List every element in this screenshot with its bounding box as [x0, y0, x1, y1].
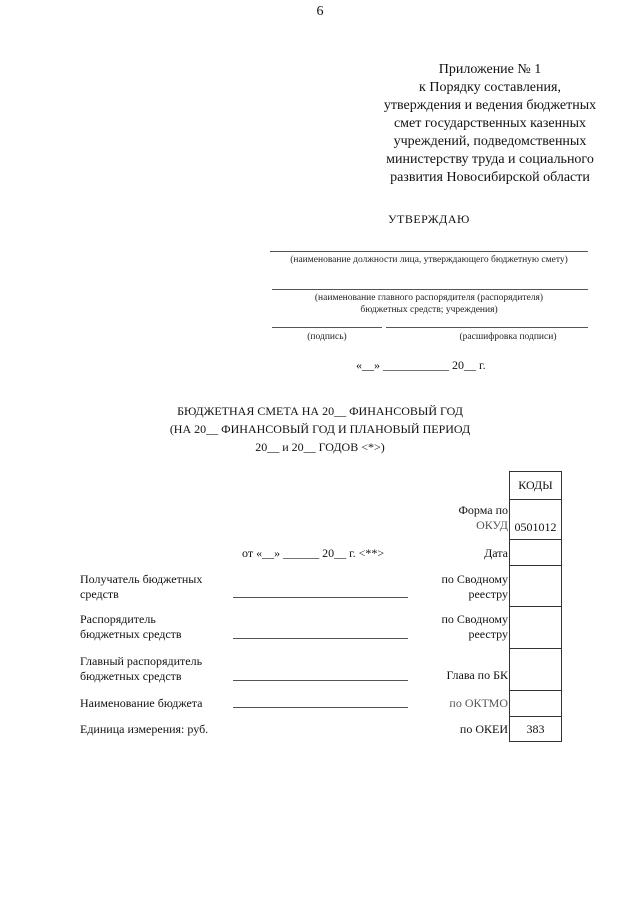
appendix-line: Приложение № 1 — [438, 62, 542, 77]
manager-caption-2: бюджетных средств; учреждения) — [360, 305, 498, 315]
signature-line — [272, 327, 382, 328]
approval-date: «__» ___________ 20__ г. — [356, 358, 486, 372]
manager-line — [272, 289, 588, 290]
label-budget-name: Наименование бюджета — [80, 696, 203, 710]
position-caption: (наименование должности лица, утверждающего бюджетную смету) — [290, 255, 568, 265]
appendix-line: к Порядку составления, — [419, 80, 561, 95]
recipient-field-line — [233, 597, 408, 598]
label-manager-line-1: Распорядитель — [80, 612, 156, 626]
label-unit: Единица измерения: руб. — [80, 722, 209, 736]
appendix-line: министерству труда и социального — [386, 152, 594, 167]
appendix-line: учреждений, подведомственных — [393, 134, 587, 149]
position-line — [270, 251, 588, 252]
codes-table — [509, 471, 562, 742]
registry-line-2: реестру — [468, 627, 508, 641]
label-budget-chapter: Глава по БК — [446, 668, 508, 682]
registry-line-1: по Сводному — [441, 572, 508, 586]
page-number: 6 — [316, 4, 324, 19]
manager-field-line — [233, 638, 408, 639]
code-recipient — [510, 566, 562, 607]
label-date: Дата — [484, 546, 508, 560]
code-manager — [510, 607, 562, 649]
decoding-caption: (расшифровка подписи) — [459, 332, 557, 342]
approval-heading: УТВЕРЖДАЮ — [388, 212, 470, 226]
budget-name-field-line — [233, 707, 408, 708]
label-okei: по ОКЕИ — [459, 722, 508, 736]
label-recipient — [80, 572, 202, 602]
appendix-line: смет государственных казенных — [393, 116, 587, 131]
label-chief-manager — [80, 654, 202, 684]
chief-manager-field-line — [233, 680, 408, 681]
code-oktmo — [510, 691, 562, 717]
appendix-line: утверждения и ведения бюджетных — [383, 98, 597, 113]
label-recipient-registry — [441, 572, 508, 602]
title-line-2: (НА 20__ ФИНАНСОВЫЙ ГОД И ПЛАНОВЫЙ ПЕРИОД — [169, 422, 471, 436]
decoding-line — [386, 327, 588, 328]
registry-line-1: по Сводному — [441, 612, 508, 626]
registry-line-2: реестру — [468, 587, 508, 601]
label-oktmo: по ОКТМО — [449, 696, 508, 710]
code-date — [510, 540, 562, 566]
appendix-line: развития Новосибирской области — [390, 170, 590, 185]
label-manager-registry — [441, 612, 508, 642]
signature-caption: (подпись) — [307, 332, 347, 342]
codes-header: КОДЫ — [510, 472, 562, 500]
title-line-1: БЮДЖЕТНАЯ СМЕТА НА 20__ ФИНАНСОВЫЙ ГОД — [177, 404, 463, 418]
code-okud: 0501012 — [510, 500, 562, 540]
date-from: от «__» ______ 20__ г. <**> — [242, 546, 385, 560]
document-title — [0, 402, 640, 456]
code-chief-manager — [510, 649, 562, 691]
label-manager — [80, 612, 182, 642]
label-chief-line-2: бюджетных средств — [80, 669, 182, 683]
label-recipient-line-1: Получатель бюджетных — [80, 572, 203, 586]
title-line-3: 20__ и 20__ ГОДОВ <*>) — [255, 440, 385, 454]
label-manager-line-2: бюджетных средств — [80, 627, 182, 641]
code-okei: 383 — [510, 717, 562, 742]
label-okud-line-1: Форма по — [458, 503, 508, 517]
label-okud — [458, 503, 508, 533]
manager-caption-1: (наименование главного распорядителя (распорядителя) — [314, 293, 544, 303]
appendix-block — [360, 61, 620, 187]
label-chief-line-1: Главный распорядитель — [80, 654, 203, 668]
label-okud-line-2: ОКУД — [476, 518, 508, 532]
label-recipient-line-2: средств — [80, 587, 119, 601]
